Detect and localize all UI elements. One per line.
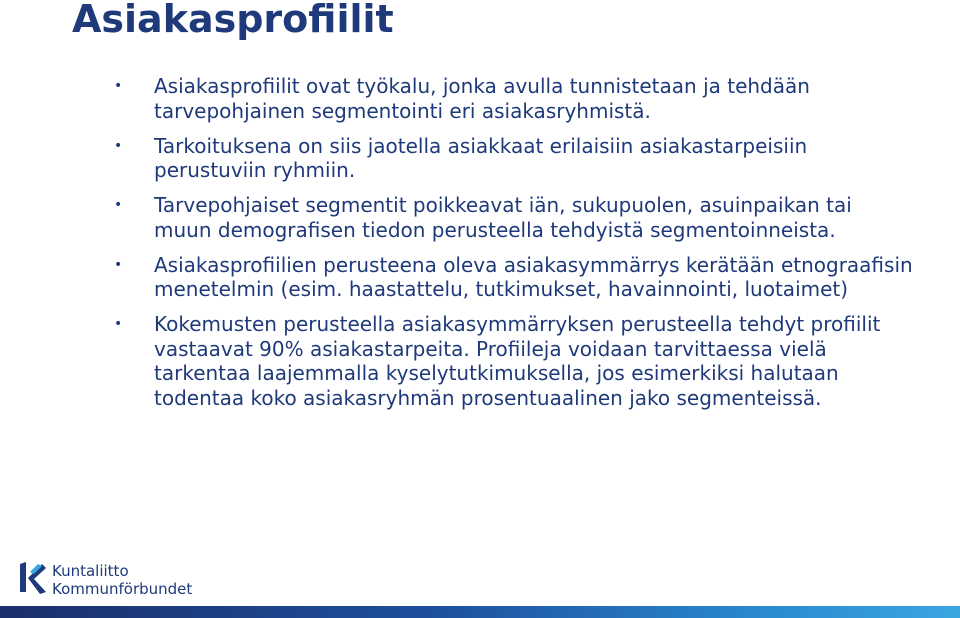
bullet-icon: • [114,137,123,154]
page-title: Asiakasprofiilit [72,0,394,41]
list-item [114,253,914,302]
logo-line-1: Kuntaliitto [52,562,129,580]
logo-text [52,562,192,598]
bullet-icon: • [114,78,123,94]
list-item [114,74,914,123]
bullet-text: Asiakasprofiilit ovat työkalu, jonka avulla tunnistetaan ja tehdään tarvepohjainen segmentointi eri asiakasryhmistä. [154,74,810,123]
bullet-icon: • [114,197,123,213]
list-item [114,134,914,183]
bullet-text: Asiakasprofiilien perusteena oleva asiakasymmärrys kerätään etnograafisin menetelmin (esim. haastattelu, tutkimukset, havainnointi, luotaimet) [154,252,913,301]
bullet-icon: • [114,256,123,273]
list-item [114,312,914,410]
list-item [114,193,914,242]
bullet-text: Tarvepohjaiset segmentit poikkeavat iän, sukupuolen, asuinpaikan tai muun demografisen tiedon perusteella tehdyistä segmentoinneista. [154,193,852,242]
bullet-list [114,74,914,421]
bullet-text: Kokemusten perusteella asiakasymmärryksen perusteella tehdyt profiilit vastaavat 90% asiakastarpeita. Profiileja voidaan tarvittaessa vielä tarkentaa laajemmalla kyselytutkimuksella, jos esimerkiksi halutaan todentaa koko asiakasryhmän prosentuaalinen jako segmenteissä. [154,312,881,410]
bottom-color-bar [0,606,960,618]
bullet-text: Tarkoituksena on siis jaotella asiakkaat erilaisiin asiakastarpeisiin perustuviin ryhmiin. [154,133,808,182]
logo-line-2: Kommunförbundet [52,580,193,598]
k-logo-icon [20,558,46,596]
kuntaliitto-logo [20,558,220,602]
bullet-icon: • [114,316,123,332]
